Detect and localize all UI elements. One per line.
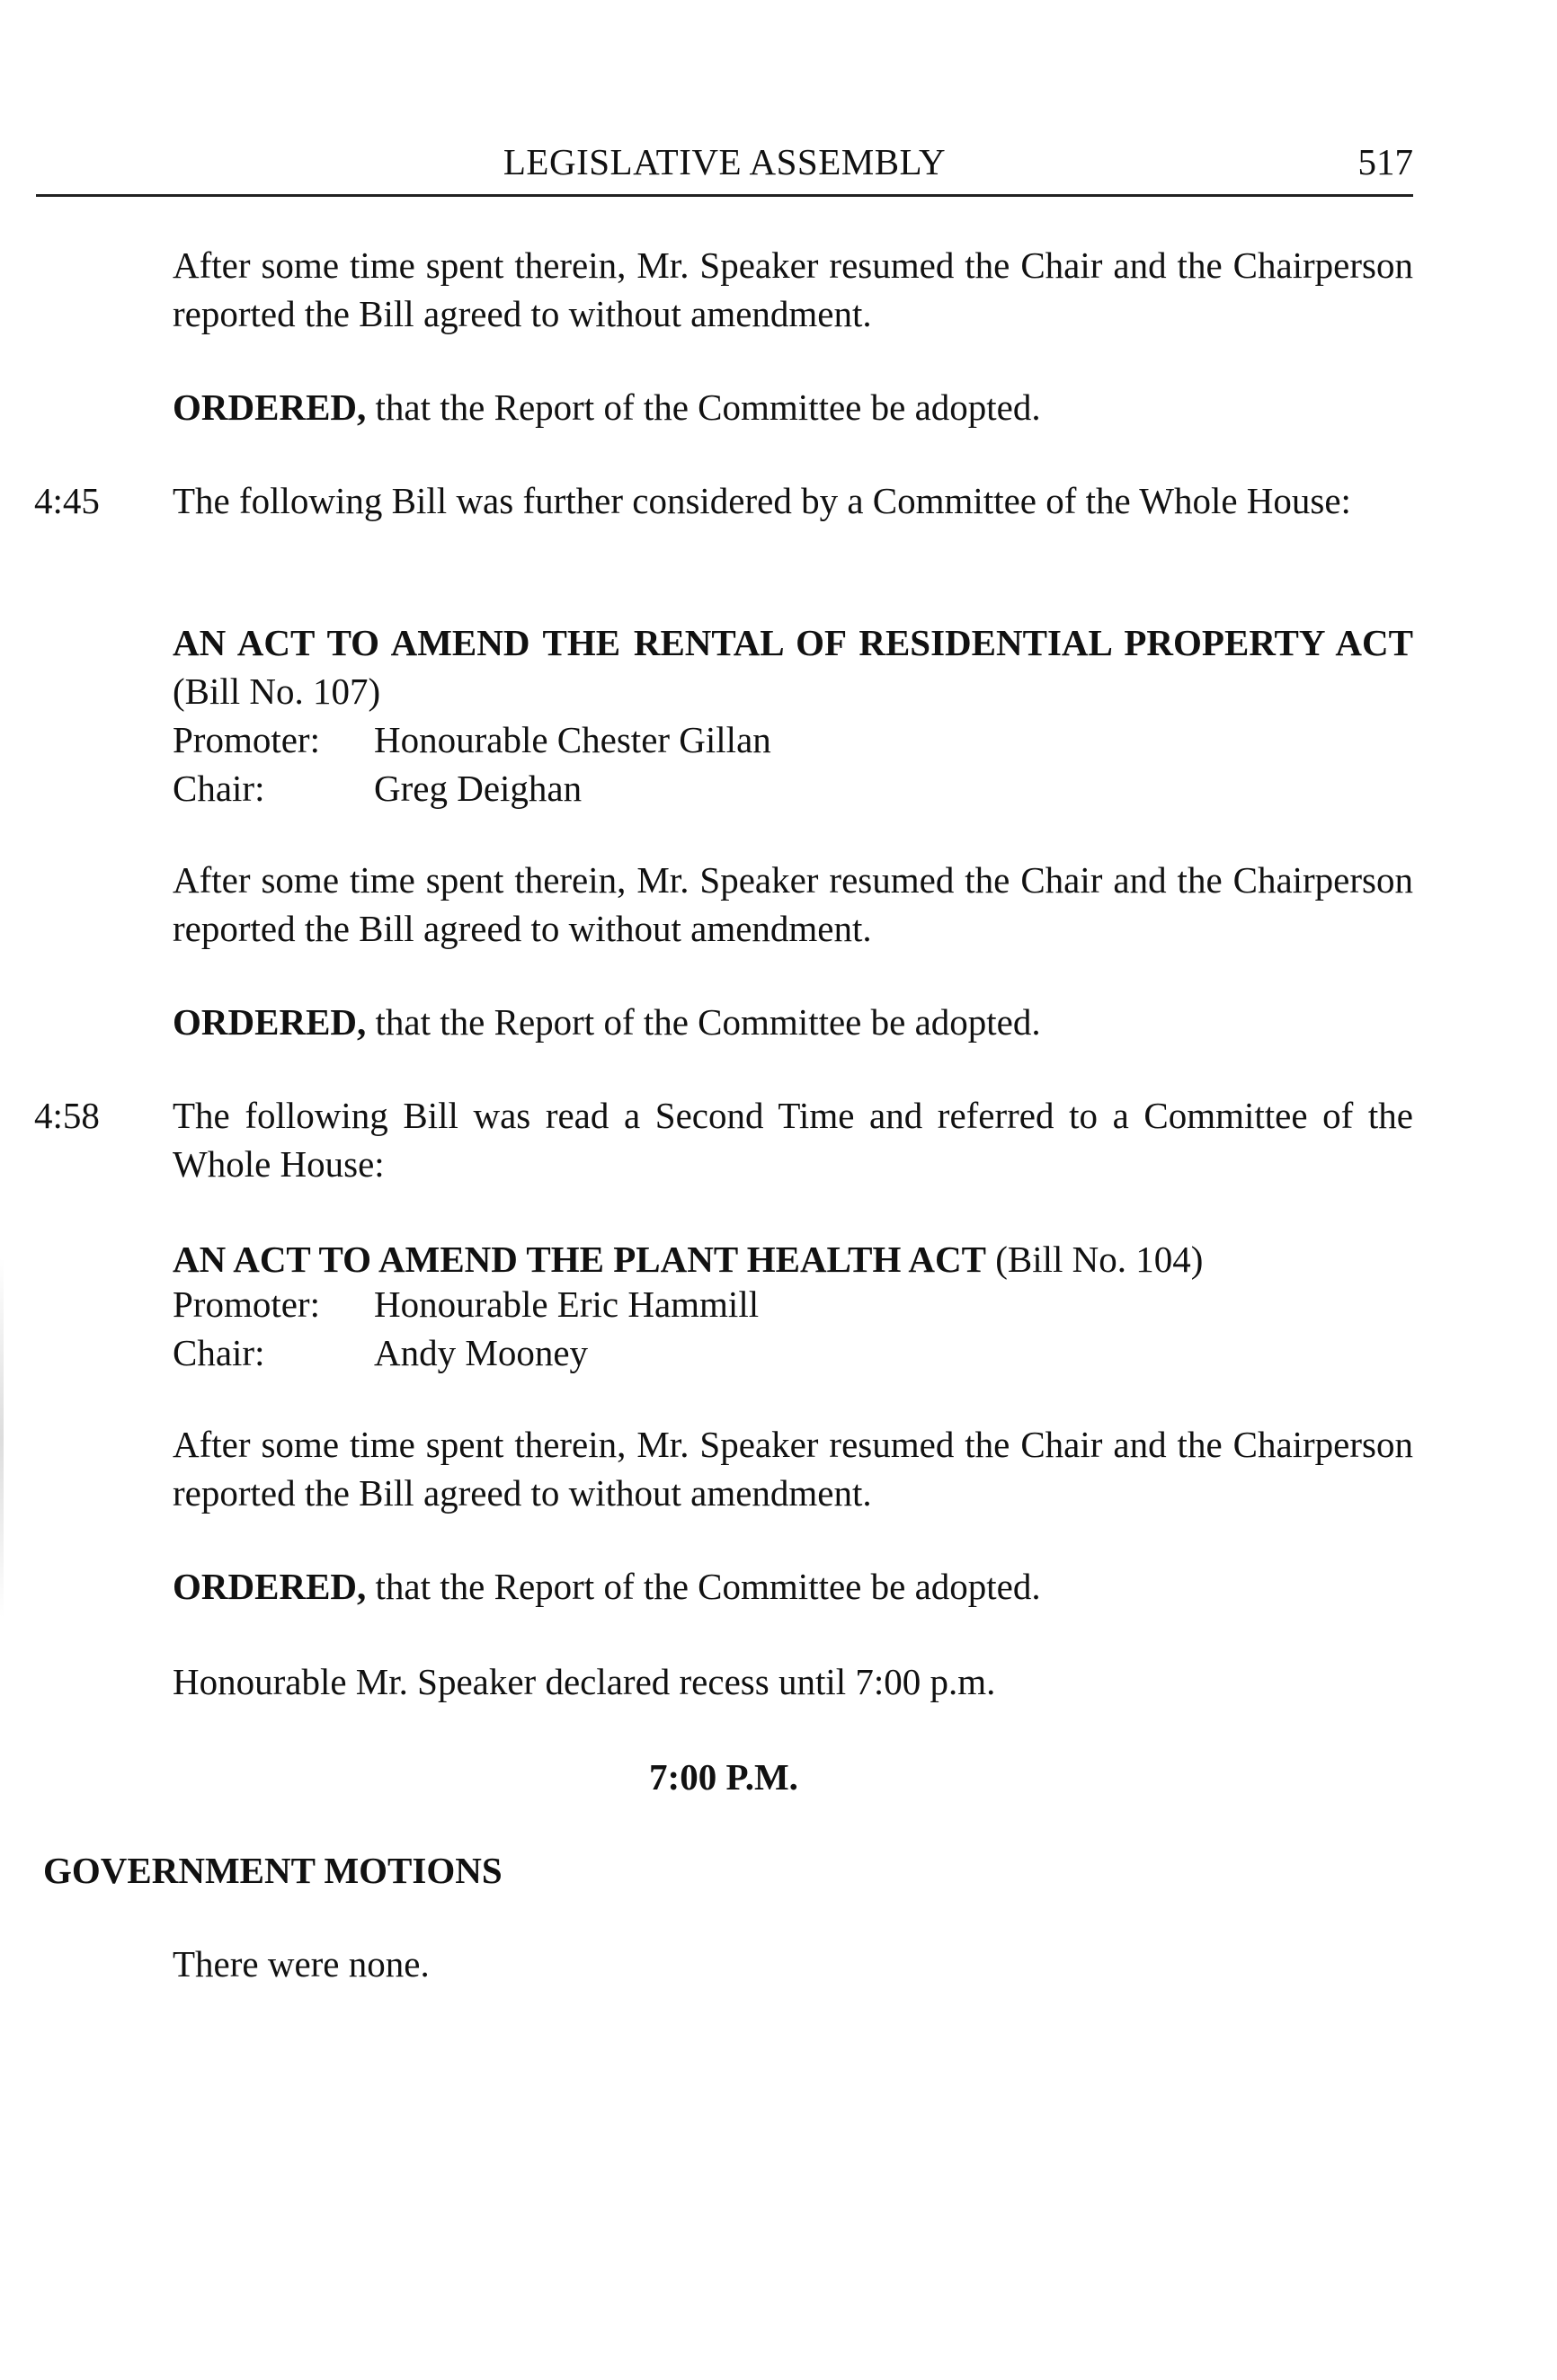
promoter-row-107 xyxy=(173,715,771,764)
ordered-1 xyxy=(173,383,1413,431)
ordered-text: that the Report of the Committee be adopted. xyxy=(366,1001,1041,1043)
bill-title-text: AN ACT TO AMEND THE RENTAL OF RESIDENTIAL PROPERTY ACT xyxy=(173,622,1413,663)
header-title: LEGISLATIVE ASSEMBLY xyxy=(503,141,947,182)
chair-row-104 xyxy=(173,1328,588,1377)
page-edge-shadow xyxy=(0,1258,4,1618)
bill-number: (Bill No. 104) xyxy=(985,1239,1204,1280)
promoter-name: Honourable Chester Gillan xyxy=(374,719,771,760)
time-marker-458: 4:58 xyxy=(34,1095,100,1136)
paragraph-result-2: After some time spent therein, Mr. Speaker resumed the Chair and the Chairperson reported the Bill agreed to without amendment. xyxy=(173,859,1413,949)
page-number: 517 xyxy=(1357,141,1413,182)
paragraph-result-3: After some time spent therein, Mr. Speaker resumed the Chair and the Chairperson reported the Bill agreed to without amendment. xyxy=(173,1424,1413,1514)
bill-number: (Bill No. 107) xyxy=(173,670,381,712)
ordered-text: that the Report of the Committee be adopted. xyxy=(366,386,1041,428)
ordered-label: ORDERED, xyxy=(173,386,367,428)
promoter-label: Promoter: xyxy=(173,719,320,760)
section-heading-government-motions: GOVERNMENT MOTIONS xyxy=(43,1850,503,1891)
promoter-name: Honourable Eric Hammill xyxy=(374,1283,760,1325)
chair-name: Greg Deighan xyxy=(374,768,583,809)
ordered-label: ORDERED, xyxy=(173,1001,367,1043)
ordered-3 xyxy=(173,1562,1413,1611)
ordered-2 xyxy=(173,998,1413,1046)
evening-time-heading: 7:00 P.M. xyxy=(649,1756,798,1798)
chair-row-107 xyxy=(173,764,582,813)
chair-label: Chair: xyxy=(173,1332,265,1373)
chair-name: Andy Mooney xyxy=(374,1332,589,1373)
bill-intro-458: The following Bill was read a Second Time and referred to a Committee of the Whole House: xyxy=(173,1095,1413,1185)
paragraph-result-1: After some time spent therein, Mr. Speaker resumed the Chair and the Chairperson reported the Bill agreed to without amendment. xyxy=(173,244,1413,334)
bill-title-107 xyxy=(173,618,1413,715)
promoter-row-104 xyxy=(173,1280,759,1328)
recess-statement: Honourable Mr. Speaker declared recess until 7:00 p.m. xyxy=(173,1661,996,1702)
chair-label: Chair: xyxy=(173,768,265,809)
bill-intro-445: The following Bill was further considered by a Committee of the Whole House: xyxy=(173,480,1351,521)
page-header xyxy=(36,137,1413,197)
ordered-label: ORDERED, xyxy=(173,1566,367,1607)
time-marker-445: 4:45 xyxy=(34,480,100,521)
promoter-label: Promoter: xyxy=(173,1283,320,1325)
bill-title-text: AN ACT TO AMEND THE PLANT HEALTH ACT xyxy=(173,1239,986,1280)
ordered-text: that the Report of the Committee be adopted. xyxy=(366,1566,1041,1607)
bill-title-104 xyxy=(173,1235,1413,1283)
section-text: There were none. xyxy=(173,1943,430,1985)
